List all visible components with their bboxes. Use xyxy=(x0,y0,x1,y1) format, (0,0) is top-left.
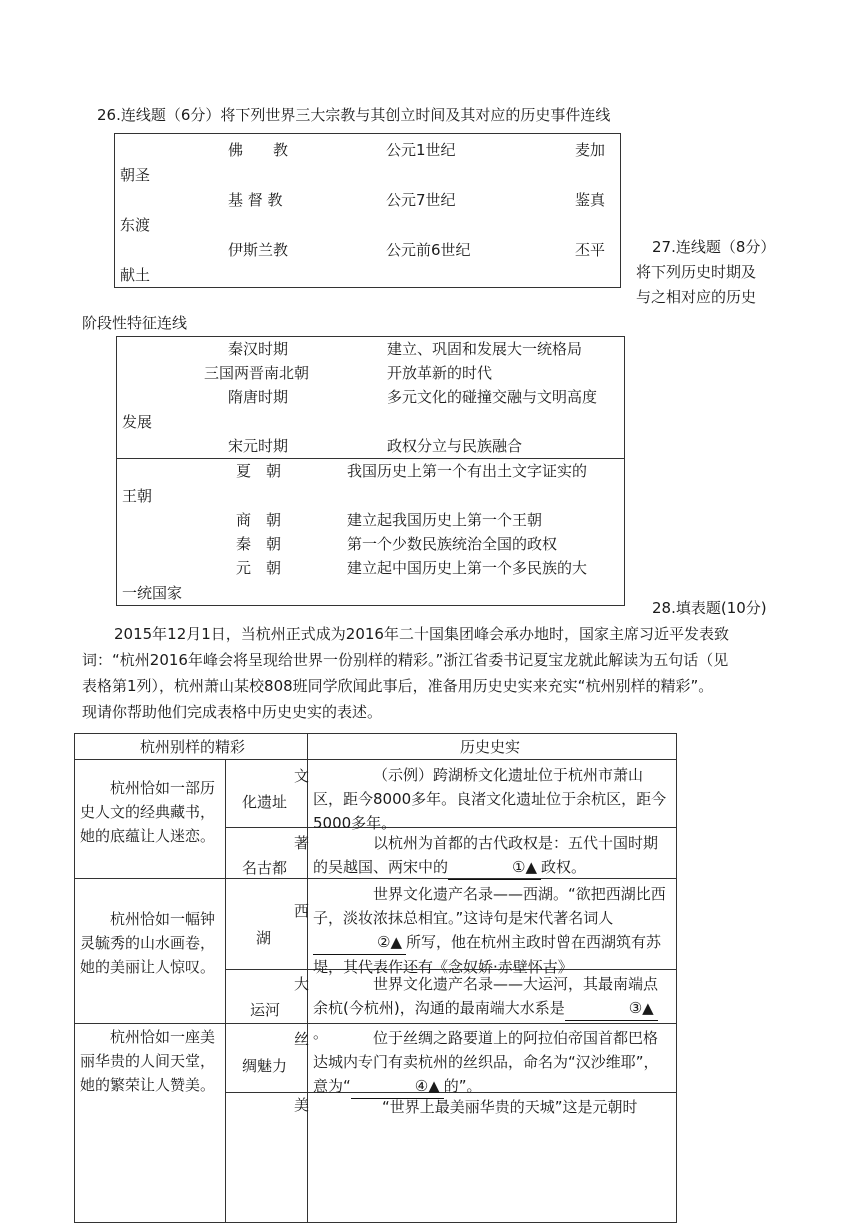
q26-event-1b: 朝圣 xyxy=(120,166,151,184)
q28-r4-char: 大 xyxy=(294,975,310,993)
q28-intro-line-2: 词：“杭州2016年峰会将呈现给世界一份别样的精彩。”浙江省委书记夏宝龙就此解读为五句话（见 xyxy=(82,651,729,669)
q26-event-2b: 东渡 xyxy=(120,216,151,234)
q27-dyn-feature-4: 建立起中国历史上第一个多民族的大 xyxy=(347,559,588,577)
q28-header-left: 杭州别样的精彩 xyxy=(140,738,246,756)
q27-title-line-2: 将下列历史时期及 xyxy=(636,263,757,281)
q28-r2-char: 著 xyxy=(294,834,310,852)
q28-r5-char: 丝 xyxy=(294,1030,310,1048)
q28-r3-pre: 世界文化遗产名录——西湖。“欲把西湖比西子，淡妆浓抹总相宜。”这诗句是宋代著名词人 xyxy=(313,885,666,927)
q28-group-1-label: 杭州恰如一部历史人文的经典藏书，她的底蕴让人迷恋。 xyxy=(80,779,216,845)
q27-title-line-1: 27.连线题（8分） xyxy=(652,238,776,256)
q27-title-tail: 阶段性特征连线 xyxy=(82,314,188,332)
q28-col-divider-left xyxy=(225,759,226,1223)
q27-period-1: 秦汉时期 xyxy=(228,340,289,358)
q28-header-right: 历史史实 xyxy=(460,738,521,756)
q27-dynasty-1: 夏 朝 xyxy=(236,462,282,480)
q27-title-line-3: 与之相对应的历史 xyxy=(636,288,757,306)
q28-r6-char: 美 xyxy=(294,1096,310,1114)
q27-feature-3-tail: 发展 xyxy=(122,413,153,431)
q26-event-1a: 麦加 xyxy=(575,141,606,159)
q27-period-2: 三国两晋南北朝 xyxy=(204,364,310,382)
q27-dyn-feature-2: 建立起我国历史上第一个王朝 xyxy=(347,511,543,529)
q28-r3-post: 所写，他在杭州主政时曾在西湖筑有苏堤，其代表作还有《念奴娇·赤壁怀古》 xyxy=(313,933,661,976)
q28-r2-post: 政权。 xyxy=(541,858,587,876)
q28-r5-text xyxy=(313,1026,671,1099)
q28-r6-text: “世界上最美丽华贵的天城”这是元朝时 xyxy=(382,1098,638,1116)
q28-row-header xyxy=(74,759,677,760)
q27-dyn-feature-3: 第一个少数民族统治全国的政权 xyxy=(347,535,558,553)
q26-box xyxy=(114,133,621,288)
q28-r2-text xyxy=(313,831,671,880)
q26-time-1: 公元1世纪 xyxy=(386,141,456,159)
q28-blank-1[interactable]: ①▲ xyxy=(448,855,541,880)
q26-religion-3: 伊斯兰教 xyxy=(228,241,289,259)
q28-r3-char: 西 xyxy=(294,902,310,920)
q27-feature-1: 建立、巩固和发展大一统格局 xyxy=(387,340,583,358)
q27-dyn-feature-1: 我国历史上第一个有出土文字证实的 xyxy=(347,462,588,480)
q28-r5-post: 的”。 xyxy=(443,1077,482,1095)
q28-r1-text: （示例）跨湖桥文化遗址位于杭州市萧山区，距今8000多年。良渚文化遗址位于余杭区，距今5000多年。 xyxy=(313,766,667,832)
q28-r4-post: 。 xyxy=(313,1024,329,1042)
q28-r1-char: 文 xyxy=(294,767,310,785)
q27-feature-3: 多元文化的碰撞交融与文明高度 xyxy=(387,388,598,406)
q28-blank-4[interactable]: ④▲ xyxy=(351,1074,444,1099)
q27-dynasty-4: 元 朝 xyxy=(236,559,282,577)
q28-intro-line-4: 现请你帮助他们完成表格中历史史实的表述。 xyxy=(82,703,383,721)
q27-dyn-tail-4: 一统国家 xyxy=(122,584,183,602)
q28-r1-label: 化遗址 xyxy=(242,793,288,811)
q28-blank-3[interactable]: ③▲ xyxy=(565,996,658,1021)
q27-dynasty-2: 商 朝 xyxy=(236,511,282,529)
q28-r2-pre: 以杭州为首都的古代政权是：五代十国时期的吴越国、两宋中的 xyxy=(313,834,659,876)
q26-religion-1: 佛 教 xyxy=(228,141,289,159)
q26-time-2: 公元7世纪 xyxy=(386,191,456,209)
q28-r4-label: 运河 xyxy=(250,1001,281,1019)
q26-event-2a: 鉴真 xyxy=(575,191,606,209)
q28-blank-2[interactable]: ②▲ xyxy=(313,930,406,955)
q26-event-3b: 献土 xyxy=(120,266,151,284)
q28-group-2-label: 杭州恰如一幅钟灵毓秀的山水画卷，她的美丽让人惊叹。 xyxy=(80,910,216,976)
q27-dynasty-3: 秦 朝 xyxy=(236,535,282,553)
q28-r5-pre: 位于丝绸之路要道上的阿拉伯帝国首都巴格达城内专门有卖杭州的丝织品，命名为“汉沙维耶”，意为“ xyxy=(313,1029,659,1095)
q28-r3-text xyxy=(313,882,671,979)
q27-divider xyxy=(116,458,625,459)
q28-r2-label: 名古都 xyxy=(242,859,288,877)
q27-period-3: 隋唐时期 xyxy=(228,388,289,406)
q28-intro-line-1: 2015年12月1日，当杭州正式成为2016年二十国集团峰会承办地时，国家主席习近平发表致 xyxy=(114,625,729,643)
q26-time-3: 公元前6世纪 xyxy=(386,241,471,259)
q27-feature-4: 政权分立与民族融合 xyxy=(387,437,523,455)
q26-religion-2: 基 督 教 xyxy=(228,191,283,209)
q26-event-3a: 丕平 xyxy=(575,241,606,259)
q28-title: 28.填表题(10分) xyxy=(652,599,767,617)
q27-dyn-tail-1: 王朝 xyxy=(122,487,153,505)
q27-feature-2: 开放革新的时代 xyxy=(387,364,493,382)
q27-period-4: 宋元时期 xyxy=(228,437,289,455)
q28-r4-pre: 世界文化遗产名录——大运河，其最南端点余杭(今杭州)，沟通的最南端大水系是 xyxy=(313,975,659,1017)
q28-r3-label: 湖 xyxy=(256,929,272,947)
q26-title: 26.连线题（6分）将下列世界三大宗教与其创立时间及其对应的历史事件连线 xyxy=(97,106,611,124)
q28-intro-line-3: 表格第1列），杭州萧山某校808班同学欣闻此事后，准备用历史史实来充实“杭州别样的精彩”。 xyxy=(82,677,714,695)
q28-r5-label: 绸魅力 xyxy=(242,1057,288,1075)
q28-group-3-label: 杭州恰如一座美丽华贵的人间天堂，她的繁荣让人赞美。 xyxy=(80,1028,216,1094)
